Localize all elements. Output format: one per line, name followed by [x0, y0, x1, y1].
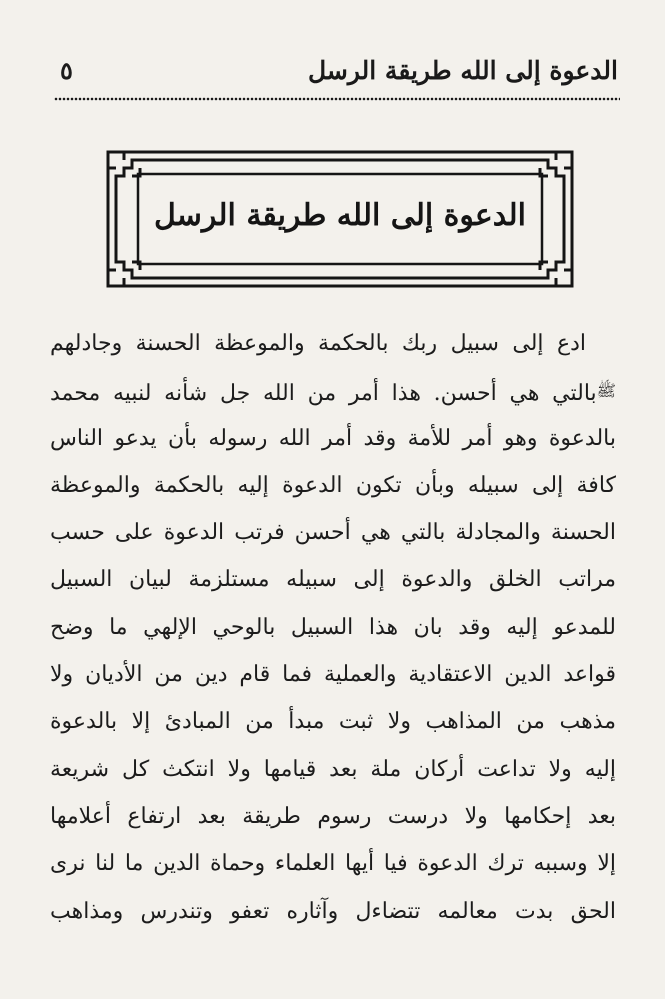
text-line [50, 367, 616, 414]
text-line: مذهب من المذاهب ولا ثبت مبدأ من المبادئ إلا بالدعوة [50, 709, 616, 735]
text-line: بعد إحكامها ولا درست رسوم طريقة بعد ارتفاع أعلامها [50, 803, 616, 829]
chapter-title-frame [102, 146, 578, 292]
text-line: كافة إلى سبيله وبأن تكون الدعوة إليه بالحكمة والموعظة [50, 472, 616, 498]
dotted-header-rule [54, 97, 620, 101]
text-line: قواعد الدين الاعتقادية والعملية فما قام دين من الأديان ولا [50, 662, 616, 688]
page-number: ٥ [60, 56, 73, 85]
text-line: إلا وسببه ترك الدعوة فيا أيها العلماء وحماة الدين ما لنا نرى [50, 851, 616, 877]
running-title: الدعوة إلى الله طريقة الرسل [307, 56, 618, 85]
text-line: الحسنة والمجادلة بالتي هي أحسن فرتب الدعوة على حسب [50, 520, 616, 546]
text-line: الحق بدت معالمه تتضاءل وآثاره تعفو وتندرس ومذاهب [50, 898, 616, 924]
text-line: بالدعوة وهو أمر للأمة وقد أمر الله رسوله بأن يدعو الناس [50, 425, 616, 451]
body-paragraph [50, 320, 616, 935]
chapter-title: الدعوة إلى الله طريقة الرسل [153, 198, 526, 233]
text-line: مراتب الخلق والدعوة إلى سبيله مستلزمة لبيان السبيل [50, 567, 616, 593]
text-line-content: بالتي هي أحسن. هذا أمر من الله جل شأنه لنبيه محمد [50, 381, 597, 407]
salutation-glyph: ﷺ [596, 381, 616, 401]
running-header [56, 52, 618, 92]
text-line: للمدعو إليه وقد بان هذا السبيل بالوحي الإلهي ما وضح [50, 614, 616, 640]
text-line: إليه ولا تداعت أركان ملة بعد قيامها ولا انتكث كل شريعة [50, 756, 616, 782]
text-line: ادع إلى سبيل ربك بالحكمة والموعظة الحسنة وجادلهم [50, 331, 586, 356]
